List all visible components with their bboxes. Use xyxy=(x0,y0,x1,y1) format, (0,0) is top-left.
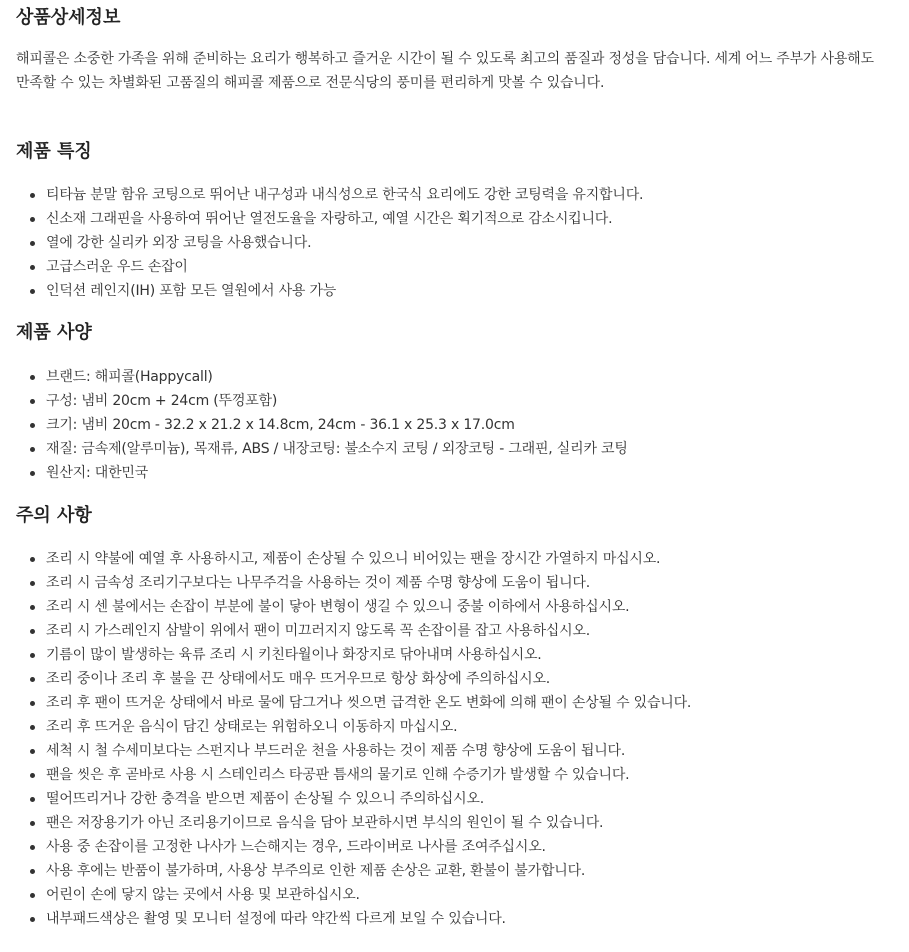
list-item xyxy=(46,461,628,485)
product-detail-heading: 상품상세정보 xyxy=(16,7,121,28)
caution-text: 내부패드색상은 촬영 및 모니터 설정에 따라 약간씩 다르게 보일 수 있습니다. xyxy=(46,911,506,927)
list-item xyxy=(46,183,643,207)
list-item xyxy=(46,547,691,571)
list-item xyxy=(46,787,691,811)
caution-text: 조리 중이나 조리 후 불을 끈 상태에서도 매우 뜨거우므로 항상 화상에 주의하십시오. xyxy=(46,671,551,687)
list-item xyxy=(46,595,691,619)
caution-text: 세척 시 철 수세미보다는 스펀지나 부드러운 천을 사용하는 것이 제품 수명 향상에 도움이 됩니다. xyxy=(46,743,626,759)
list-item xyxy=(46,739,691,763)
bullet-icon xyxy=(30,217,35,222)
caution-text: 조리 후 뜨거운 음식이 담긴 상태로는 위험하오니 이동하지 마십시오. xyxy=(46,719,458,735)
bullet-icon xyxy=(30,749,35,754)
caution-text: 어린이 손에 닿지 않는 곳에서 사용 및 보관하십시오. xyxy=(46,887,360,903)
caution-text: 조리 시 센 불에서는 손잡이 부분에 불이 닿아 변형이 생길 수 있으니 중불 이하에서 사용하십시오. xyxy=(46,599,630,615)
caution-text: 팬은 저장용기가 아닌 조리용기이므로 음식을 담아 보관하시면 부식의 원인이 될 수 있습니다. xyxy=(46,815,604,831)
list-item xyxy=(46,413,628,437)
bullet-icon xyxy=(30,629,35,634)
list-item xyxy=(46,667,691,691)
spec-text: 브랜드: 해피콜(Happycall) xyxy=(46,369,213,385)
list-item xyxy=(46,691,691,715)
list-item xyxy=(46,643,691,667)
list-item xyxy=(46,437,628,461)
product-intro-text: 해피콜은 소중한 가족을 위해 준비하는 요리가 행복하고 즐거운 시간이 될 수 있도록 최고의 품질과 정성을 담습니다. 세계 어느 주부가 사용해도 만족할 수 있는 차별화된 고품질의 해피콜 제품으로 전문식당의 풍미를 편리하게 맛볼 수 있습니다. xyxy=(16,51,874,91)
caution-text: 기름이 많이 발생하는 육류 조리 시 키친타월이나 화장지로 닦아내며 사용하십시오. xyxy=(46,647,542,663)
caution-text: 조리 후 팬이 뜨거운 상태에서 바로 물에 담그거나 씻으면 급격한 온도 변화에 의해 팬이 손상될 수 있습니다. xyxy=(46,695,692,711)
bullet-icon xyxy=(30,653,35,658)
list-item xyxy=(46,255,643,279)
list-item xyxy=(46,859,691,883)
caution-text: 조리 시 약불에 예열 후 사용하시고, 제품이 손상될 수 있으니 비어있는 팬을 장시간 가열하지 마십시오. xyxy=(46,551,661,567)
list-item xyxy=(46,883,691,907)
bullet-icon xyxy=(30,265,35,270)
bullet-icon xyxy=(30,557,35,562)
list-item xyxy=(46,571,691,595)
bullet-icon xyxy=(30,797,35,802)
bullet-icon xyxy=(30,893,35,898)
caution-text: 조리 시 가스레인지 삼발이 위에서 팬이 미끄러지지 않도록 꼭 손잡이를 잡고 사용하십시오. xyxy=(46,623,590,639)
bullet-icon xyxy=(30,869,35,874)
list-item xyxy=(46,763,691,787)
bullet-icon xyxy=(30,917,35,922)
list-item xyxy=(46,389,628,413)
list-item xyxy=(46,811,691,835)
list-item xyxy=(46,365,628,389)
caution-heading: 주의 사항 xyxy=(16,505,92,526)
list-item xyxy=(46,279,643,303)
features-heading: 제품 특징 xyxy=(16,141,92,162)
spec-text: 크기: 냄비 20cm - 32.2 x 21.2 x 14.8cm, 24cm - 36.1 x 25.3 x 17.0cm xyxy=(46,417,515,433)
bullet-icon xyxy=(30,241,35,246)
feature-text: 열에 강한 실리카 외장 코팅을 사용했습니다. xyxy=(46,235,312,251)
spec-text: 재질: 금속제(알루미늄), 목재류, ABS / 내장코팅: 불소수지 코팅 / 외장코팅 - 그래핀, 실리카 코팅 xyxy=(46,441,628,457)
bullet-icon xyxy=(30,447,35,452)
list-item xyxy=(46,835,691,859)
bullet-icon xyxy=(30,677,35,682)
list-item xyxy=(46,619,691,643)
spec-text: 구성: 냄비 20cm + 24cm (뚜껑포함) xyxy=(46,393,278,409)
feature-text: 고급스러운 우드 손잡이 xyxy=(46,259,188,275)
list-item xyxy=(46,231,643,255)
bullet-icon xyxy=(30,725,35,730)
features-list xyxy=(16,183,643,303)
bullet-icon xyxy=(30,821,35,826)
bullet-icon xyxy=(30,471,35,476)
caution-text: 사용 중 손잡이를 고정한 나사가 느슨해지는 경우, 드라이버로 나사를 조여주십시오. xyxy=(46,839,546,855)
caution-text: 팬을 씻은 후 곧바로 사용 시 스테인리스 타공판 틈새의 물기로 인해 수증기가 발생할 수 있습니다. xyxy=(46,767,630,783)
bullet-icon xyxy=(30,701,35,706)
list-item xyxy=(46,715,691,739)
caution-list xyxy=(16,547,691,931)
caution-text: 사용 후에는 반품이 불가하며, 사용상 부주의로 인한 제품 손상은 교환, 환불이 불가합니다. xyxy=(46,863,586,879)
bullet-icon xyxy=(30,605,35,610)
bullet-icon xyxy=(30,423,35,428)
bullet-icon xyxy=(30,845,35,850)
bullet-icon xyxy=(30,773,35,778)
specs-heading: 제품 사양 xyxy=(16,322,92,343)
feature-text: 신소재 그래핀을 사용하여 뛰어난 열전도율을 자랑하고, 예열 시간은 획기적으로 감소시킵니다. xyxy=(46,211,613,227)
caution-text: 떨어뜨리거나 강한 충격을 받으면 제품이 손상될 수 있으니 주의하십시오. xyxy=(46,791,484,807)
list-item xyxy=(46,207,643,231)
bullet-icon xyxy=(30,581,35,586)
bullet-icon xyxy=(30,289,35,294)
specs-list xyxy=(16,365,628,485)
feature-text: 인덕션 레인지(IH) 포함 모든 열원에서 사용 가능 xyxy=(46,283,337,299)
caution-text: 조리 시 금속성 조리기구보다는 나무주걱을 사용하는 것이 제품 수명 향상에 도움이 됩니다. xyxy=(46,575,590,591)
feature-text: 티타늄 분말 함유 코팅으로 뛰어난 내구성과 내식성으로 한국식 요리에도 강한 코팅력을 유지합니다. xyxy=(46,187,644,203)
bullet-icon xyxy=(30,375,35,380)
spec-text: 원산지: 대한민국 xyxy=(46,465,149,481)
bullet-icon xyxy=(30,399,35,404)
list-item xyxy=(46,907,691,931)
bullet-icon xyxy=(30,193,35,198)
